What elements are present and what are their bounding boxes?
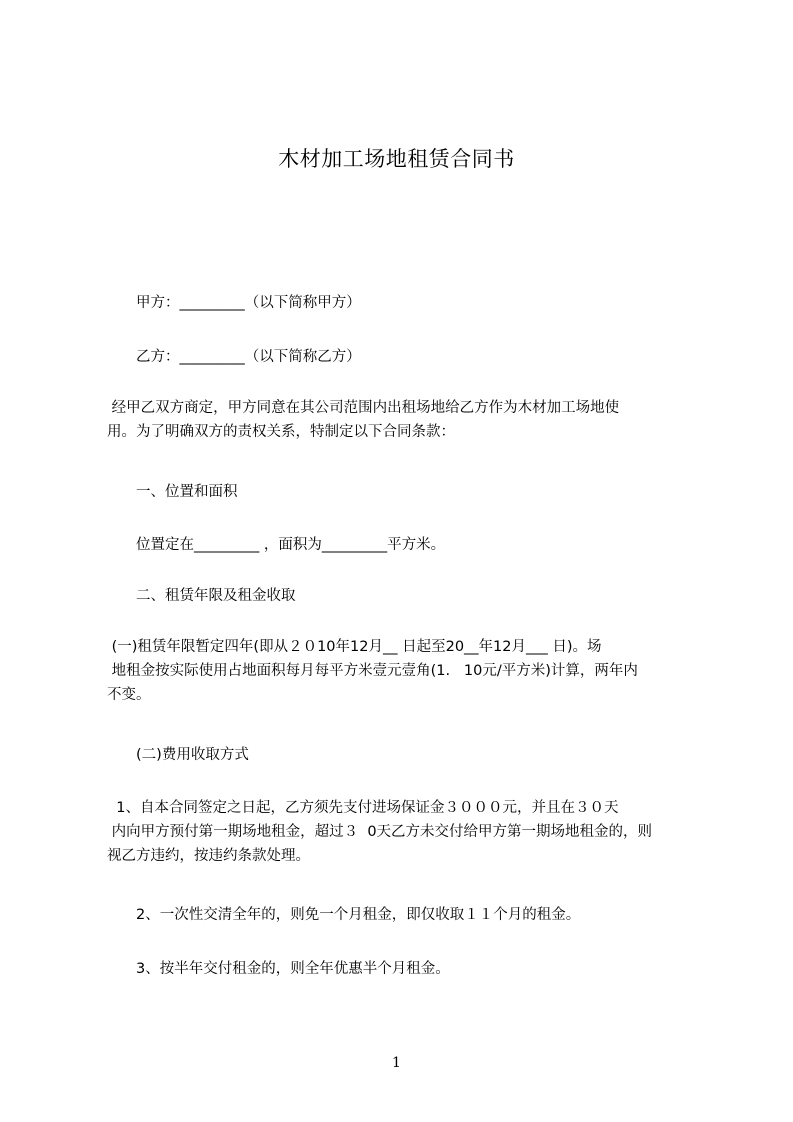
section-2-heading: 二、租赁年限及租金收取 xyxy=(136,588,296,604)
item-line: 1、自本合同签定之日起，乙方须先支付进场保证金３０００元，并且在３０天 xyxy=(107,800,619,816)
clause-line: 不变。 xyxy=(107,687,151,703)
item-1-paragraph xyxy=(107,796,699,868)
party-a-line: 甲方：_________（以下简称甲方） xyxy=(136,295,361,311)
clause-line: 地租金按实际使用占地面积每月每平方米壹元壹角(1. 10元/平方米)计算，两年内 xyxy=(107,663,638,679)
intro-line: 用。为了明确双方的责权关系，特制定以下合同条款： xyxy=(107,424,455,440)
item-3-line: 3、按半年交付租金的，则全年优惠半个月租金。 xyxy=(136,961,450,977)
section-1-heading: 一、位置和面积 xyxy=(136,484,238,500)
intro-paragraph xyxy=(107,396,699,444)
section-1-body: 位置定在_________ ，面积为_________平方米。 xyxy=(136,537,446,553)
clause-line: (一)租赁年限暂定四年(即从２０10年12月__ 日起至20__年12月___ 日)。场 xyxy=(107,639,602,655)
clause-2-1-paragraph xyxy=(107,635,699,707)
party-b-line: 乙方：_________（以下简称乙方） xyxy=(136,349,361,365)
item-line: 视乙方违约，按违约条款处理。 xyxy=(107,848,310,864)
page-title: 木材加工场地租赁合同书 xyxy=(278,147,515,171)
item-2-line: 2、一次性交清全年的，则免一个月租金，即仅收取１１个月的租金。 xyxy=(136,907,581,923)
item-line: 内向甲方预付第一期场地租金，超过３ 0天乙方未交付给甲方第一期场地租金的，则 xyxy=(107,824,653,840)
clause-2-2-heading: (二)费用收取方式 xyxy=(136,747,249,763)
intro-line: 经甲乙双方商定，甲方同意在其公司范围内出租场地给乙方作为木材加工场地使 xyxy=(107,400,620,416)
page-number: 1 xyxy=(392,1055,401,1071)
